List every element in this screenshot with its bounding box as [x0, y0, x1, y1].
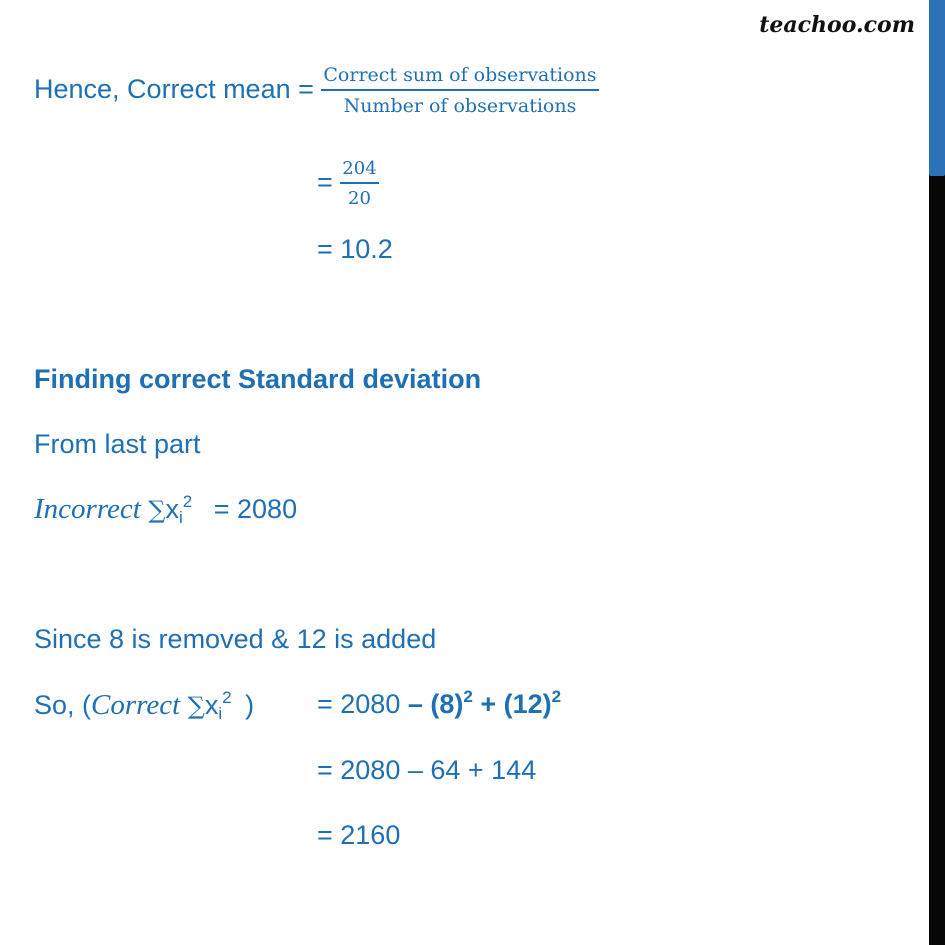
- sigma-symbol: ∑: [187, 692, 205, 720]
- correct-sum-result: = 2160: [317, 820, 401, 850]
- mean-result: = 10.2: [317, 234, 393, 264]
- vertical-scrollbar[interactable]: [929, 0, 945, 945]
- correct-word: Correct: [91, 689, 181, 721]
- equals-sign: =: [317, 167, 333, 198]
- sd-heading: Finding correct Standard deviation: [34, 364, 482, 394]
- mean-label: Hence, Correct mean =: [34, 74, 314, 105]
- x-variable: x: [165, 494, 179, 524]
- step1-bold-b: + (12): [472, 689, 552, 719]
- subscript-i: i: [178, 508, 183, 527]
- since-line: Since 8 is removed & 12 is added: [34, 624, 437, 654]
- mean-fraction-denominator: Number of observations: [343, 95, 577, 117]
- mean-step-numerator: 204: [340, 160, 378, 184]
- incorrect-value: = 2080: [213, 494, 298, 524]
- so-correct-label: [34, 688, 255, 723]
- sigma-symbol: ∑: [148, 496, 166, 524]
- correct-sum-step1: [317, 687, 562, 719]
- incorrect-sum-line: [34, 492, 298, 527]
- correct-sum-step2: = 2080 – 64 + 144: [317, 755, 537, 785]
- so-prefix: So, (: [34, 690, 92, 720]
- superscript-2: 2: [463, 687, 473, 706]
- step1-bold-a: – (8): [407, 689, 464, 719]
- step1-plain: = 2080: [317, 689, 408, 719]
- scrollbar-thumb[interactable]: [929, 0, 945, 176]
- mean-step-frac: [340, 160, 378, 208]
- mean-fraction: [321, 66, 598, 116]
- mean-formula-line: [34, 66, 599, 116]
- superscript-2: 2: [182, 492, 193, 511]
- teachoo-logo: teachoo.com: [759, 12, 915, 38]
- superscript-2: 2: [551, 687, 562, 706]
- superscript-2: 2: [222, 688, 232, 707]
- from-last-part: From last part: [34, 429, 201, 459]
- mean-fraction-numerator: Correct sum of observations: [321, 66, 598, 91]
- incorrect-word: Incorrect: [34, 493, 141, 525]
- so-close: ): [245, 690, 255, 720]
- x-variable: x: [204, 690, 219, 720]
- subscript-i: i: [218, 704, 223, 723]
- mean-step-fraction: [317, 160, 379, 208]
- mean-step-denominator: 20: [348, 188, 371, 209]
